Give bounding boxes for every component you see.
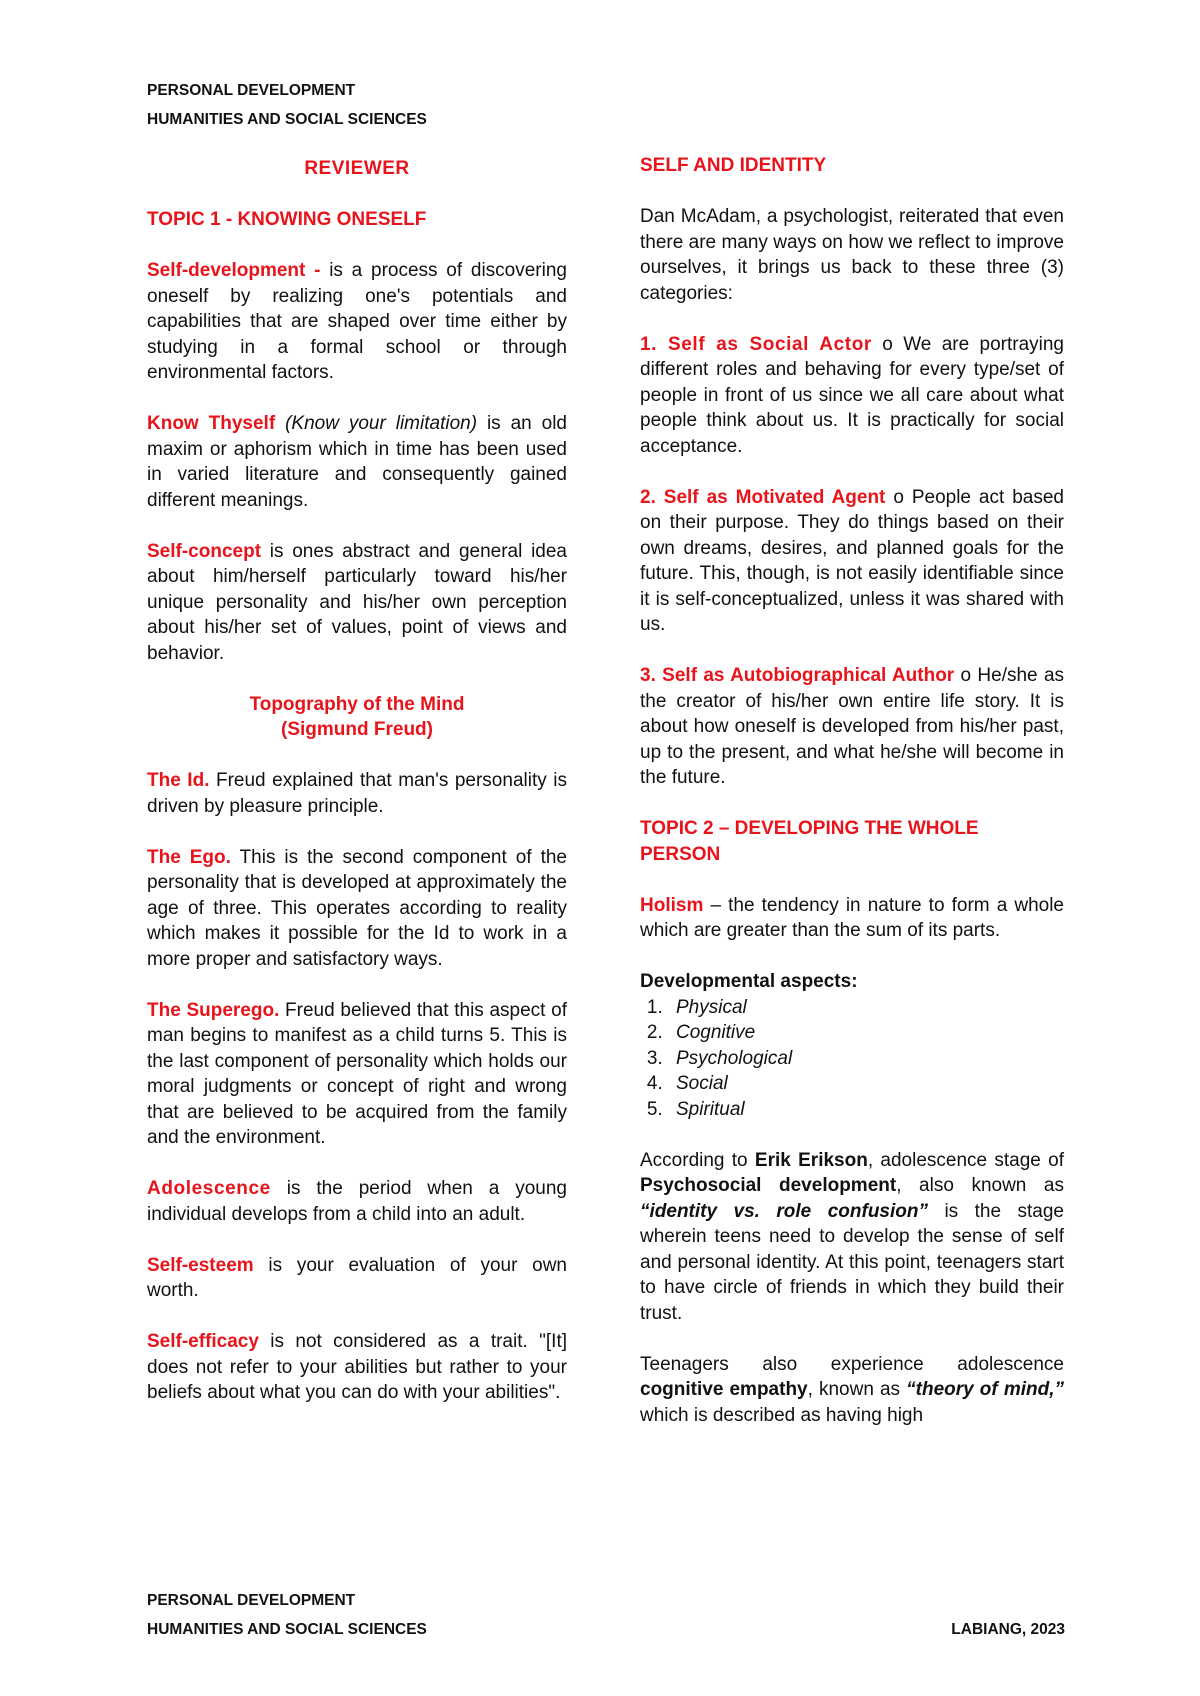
know-thyself-text: is an old maxim or aphorism which in time has been used in varied literature and consequently gained different meanings. <box>147 413 567 511</box>
teenagers-paragraph <box>640 1352 1064 1429</box>
right-column <box>640 153 1064 1428</box>
topography-author: (Sigmund Freud) <box>281 719 433 740</box>
ego-text: This is the second component of the personality that is developed at approximately the age of three. This operates according to reality which makes it possible for the Id to work in a more proper and satisfactory ways. <box>147 846 567 970</box>
mcadam-intro: Dan McAdam, a psychologist, reiterated that even there are many ways on how we reflect to improve ourselves, it brings us back to these three (3) categories: <box>640 206 1064 304</box>
motivated-agent-text: o People act based on their purpose. They do things based on their own dreams, desires, and planned goals for the future. This, though, is not easily identifiable since it is self-conceptualized, unless it was shared with us. <box>640 486 1064 635</box>
reviewer-title: REVIEWER <box>304 158 410 179</box>
list-item: 2. Cognitive <box>668 1020 1064 1046</box>
identity-quote: “identity vs. role confusion” <box>640 1200 928 1222</box>
list-item: 1. Physical <box>668 995 1064 1021</box>
self-efficacy-paragraph <box>147 1329 567 1406</box>
self-concept-term: Self-concept <box>147 540 262 562</box>
holism-term: Holism <box>640 894 704 916</box>
topography-heading <box>147 692 567 743</box>
teen-text-1: Teenagers also experience adolescence <box>640 1353 1064 1375</box>
self-development-paragraph <box>147 258 567 386</box>
topography-title: Topography of the Mind <box>249 693 465 715</box>
self-development-text: is a process of discovering oneself by realizing one's potentials and capabilities that are shaped over time either by studying in a formal school or through environmental factors. <box>147 260 567 383</box>
adolescence-text: is the period when a young individual develops from a child into an adult. <box>147 1178 567 1225</box>
autobiographical-author-text: o He/she as the creator of his/her own entire life story. It is about how oneself is developed from his/her past, up to the present, and what he/she will become in the future. <box>640 665 1065 788</box>
ego-term: The Ego. <box>147 846 231 868</box>
self-esteem-paragraph <box>147 1253 567 1304</box>
ego-paragraph <box>147 845 567 973</box>
autobiographical-author-paragraph <box>640 663 1064 791</box>
cognitive-empathy-term: cognitive empathy <box>640 1379 808 1400</box>
footer-subject: PERSONAL DEVELOPMENT <box>147 1592 356 1609</box>
know-thyself-paren: (Know your limitation) <box>275 413 478 434</box>
theory-of-mind-quote: “theory of mind,” <box>906 1379 1064 1400</box>
motivated-agent-term: 2. Self as Motivated Agent <box>640 486 886 508</box>
self-concept-text: is ones abstract and general idea about him/herself particularly toward his/her unique personality and his/her own perception about his/her set of values, point of views and behavior. <box>147 540 567 664</box>
social-actor-text: o We are portraying different roles and behaving for every type/set of people in front of us since we all care about what people think about us. It is practically for social acceptance. <box>640 333 1064 457</box>
left-column <box>147 156 567 1431</box>
erikson-text-4: is the stage wherein teens need to develop the sense of self and personal identity. At this point, teenagers start to have circle of friends in which they build their trust. <box>640 1200 1064 1324</box>
self-efficacy-text: is not considered as a trait. "[It] does not refer to your abilities but rather to your beliefs about what you can do with your abilities". <box>147 1331 567 1403</box>
holism-paragraph <box>640 893 1064 944</box>
self-development-term: Self-development - <box>147 260 321 281</box>
aspects-title: Developmental aspects: <box>640 971 858 992</box>
self-esteem-text: is your evaluation of your own worth. <box>147 1254 567 1301</box>
page-header <box>147 76 427 134</box>
topic2-heading: TOPIC 2 – DEVELOPING THE WHOLE PERSON <box>640 818 979 865</box>
id-text: Freud explained that man's personality is driven by pleasure principle. <box>147 770 567 817</box>
header-subject: PERSONAL DEVELOPMENT <box>147 82 356 99</box>
psychosocial-term: Psychosocial development <box>640 1175 897 1196</box>
adolescence-paragraph <box>147 1176 567 1227</box>
superego-term: The Superego. <box>147 999 280 1021</box>
erikson-text-1: According to <box>640 1149 755 1171</box>
self-concept-paragraph <box>147 539 567 667</box>
self-efficacy-term: Self-efficacy <box>147 1331 259 1352</box>
erikson-text-3: , also known as <box>896 1175 1064 1196</box>
superego-paragraph <box>147 998 567 1151</box>
holism-text: – the tendency in nature to form a whole which are greater than the sum of its parts. <box>640 894 1064 941</box>
autobiographical-author-term: 3. Self as Autobiographical Author <box>640 665 955 686</box>
erikson-name: Erik Erikson <box>754 1149 868 1171</box>
self-esteem-term: Self-esteem <box>147 1254 254 1276</box>
adolescence-term: Adolescence <box>147 1178 271 1199</box>
page-footer <box>147 1586 1065 1644</box>
header-strand: HUMANITIES AND SOCIAL SCIENCES <box>147 111 427 128</box>
aspects-list <box>640 995 1064 1123</box>
teen-text-3: which is described as having high <box>640 1404 924 1426</box>
superego-text: Freud believed that this aspect of man begins to manifest as a child turns 5. This is the last component of personality which holds our moral judgments or concept of right and wrong that are believed to be acquired from the family and the environment. <box>147 999 567 1148</box>
erikson-text-2: , adolescence stage of <box>867 1149 1064 1171</box>
teen-text-2: , known as <box>807 1379 907 1400</box>
id-term: The Id. <box>147 770 210 791</box>
footer-strand: HUMANITIES AND SOCIAL SCIENCES <box>147 1621 427 1638</box>
erikson-paragraph <box>640 1148 1064 1327</box>
topic1-heading: TOPIC 1 - KNOWING ONESELF <box>147 209 427 230</box>
social-actor-term: 1. Self as Social Actor <box>640 333 872 355</box>
list-item: 3. Psychological <box>668 1046 1064 1072</box>
self-identity-heading: SELF AND IDENTITY <box>640 155 827 176</box>
list-item: 4. Social <box>668 1071 1064 1097</box>
footer-signature: LABIANG, 2023 <box>951 1621 1065 1638</box>
id-paragraph <box>147 768 567 819</box>
motivated-agent-paragraph <box>640 485 1064 638</box>
social-actor-paragraph <box>640 332 1064 460</box>
list-item: 5. Spiritual <box>668 1097 1064 1123</box>
know-thyself-paragraph <box>147 411 567 513</box>
know-thyself-term: Know Thyself <box>147 413 276 434</box>
